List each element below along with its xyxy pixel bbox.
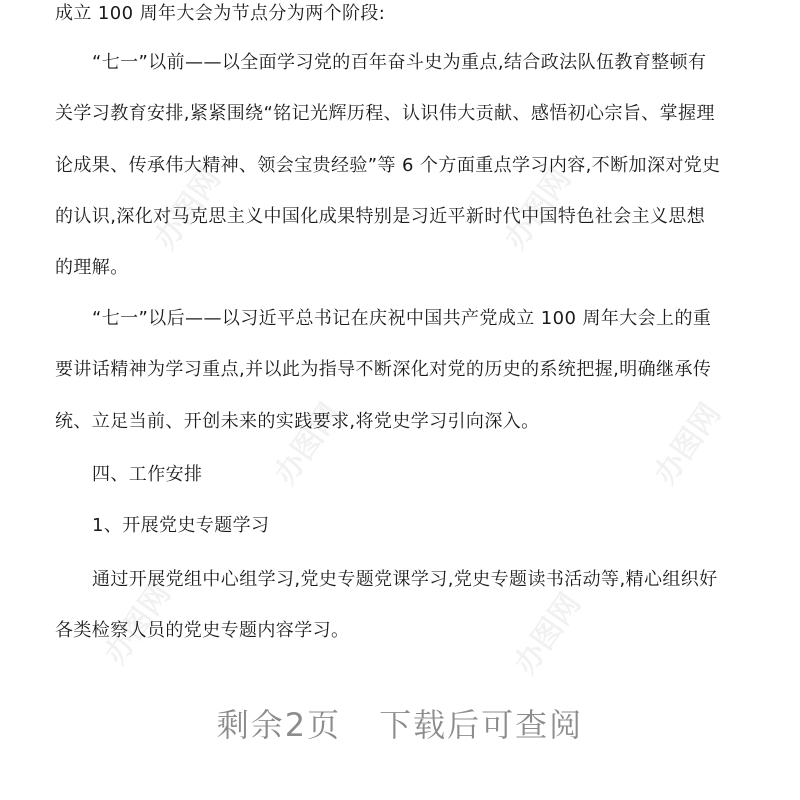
download-to-view-label: 下载后可查阅: [379, 706, 584, 744]
download-to-read-more-banner[interactable]: [0, 700, 800, 750]
section-heading: 四、工作安排: [92, 464, 203, 485]
paragraph-line: “七一”以前——以全面学习党的百年奋斗史为重点,结合政法队伍教育整顿有: [92, 52, 707, 73]
watermark: 办图网: [97, 577, 179, 671]
paragraph-line: 论成果、传承伟大精神、领会宝贵经验”等 6 个方面重点学习内容,不断加深对党史: [55, 155, 721, 176]
subsection-heading: 1、开展党史专题学习: [92, 515, 270, 536]
watermark: 办图网: [497, 162, 579, 256]
watermark: 办图网: [507, 587, 589, 681]
remaining-pages-label: 剩余2页: [216, 706, 342, 744]
paragraph-line: “七一”以后——以习近平总书记在庆祝中国共产党成立 100 周年大会上的重: [92, 308, 712, 329]
paragraph-line: 关学习教育安排,紧紧围绕“铭记光辉历程、认识伟大贡献、感悟初心宗旨、掌握理: [55, 103, 715, 124]
paragraph-line: 各类检察人员的党史专题内容学习。: [55, 620, 350, 641]
paragraph-line: 通过开展党组中心组学习,党史专题党课学习,党史专题读书活动等,精心组织好: [92, 569, 718, 590]
paragraph-line: 统、立足当前、开创未来的实践要求,将党史学习引向深入。: [55, 411, 540, 432]
watermark: 办图网: [267, 397, 349, 491]
paragraph-line: 成立 100 周年大会为节点分为两个阶段:: [55, 3, 386, 24]
paragraph-line: 要讲话精神为学习重点,并以此为指导不断深化对党的历史的系统把握,明确继承传: [55, 359, 712, 380]
paragraph-line: 的认识,深化对马克思主义中国化成果特别是习近平新时代中国特色社会主义思想: [55, 206, 706, 227]
paragraph-line: 的理解。: [55, 257, 129, 278]
watermark: 办图网: [647, 397, 729, 491]
watermark: 办图网: [147, 162, 229, 256]
